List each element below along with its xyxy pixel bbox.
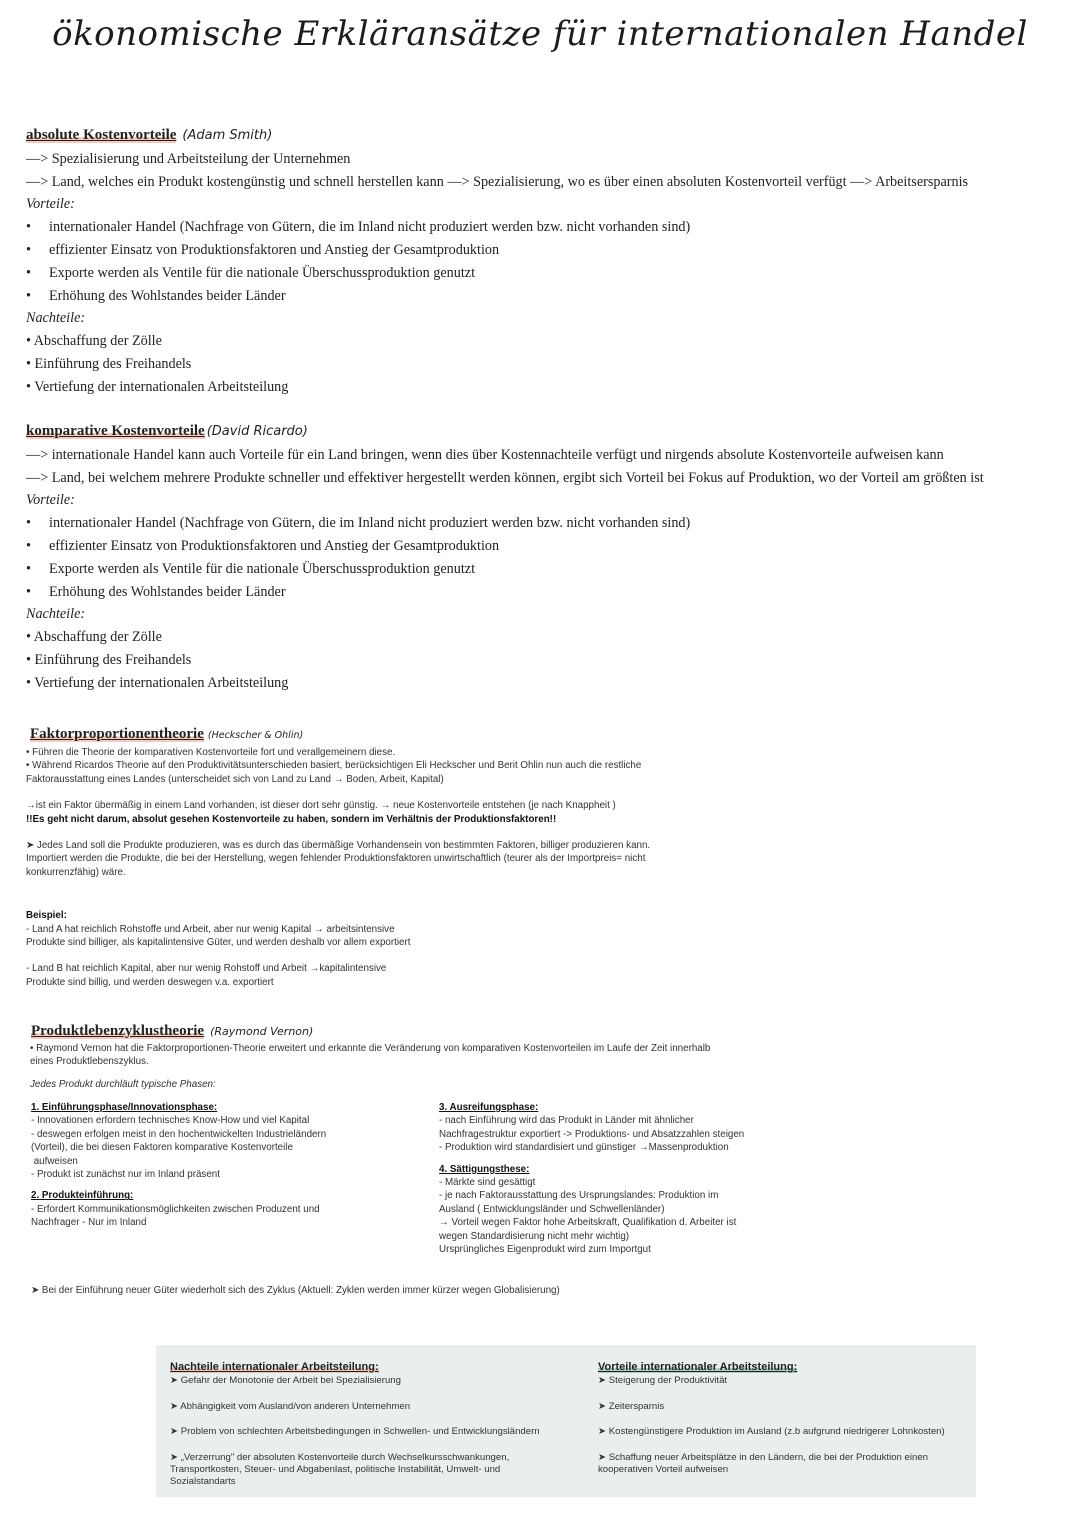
text-line: • Raymond Vernon hat die Faktorproportionen-Theorie erweitert und erkannte die Veränderung von komparativen Kostenvorteilen im Laufe der Zeit innerhalb bbox=[30, 1043, 711, 1054]
text-line: (Vorteil), die bei diesen Faktoren komparative Kostenvorteile bbox=[31, 1142, 293, 1154]
list-item: • Vertiefung der internationalen Arbeitsteilung bbox=[26, 378, 289, 395]
list-item: Sozialstandarts bbox=[170, 1476, 236, 1488]
text-line: —> Spezialisierung und Arbeitsteilung der Unternehmen bbox=[26, 150, 351, 167]
list-item: • Exporte werden als Ventile für die nationale Überschussproduktion genutzt bbox=[26, 264, 476, 281]
list-item: ➤ Problem von schlechten Arbeitsbedingungen in Schwellen- und Entwicklungsländern bbox=[170, 1426, 540, 1438]
beispiel-label: Beispiel: bbox=[26, 910, 67, 922]
text-line: - Produktion wird standardisiert und günstiger →Massenproduktion bbox=[439, 1142, 729, 1154]
section-author: (Raymond Vernon) bbox=[210, 1025, 314, 1038]
text-line: - deswegen erfolgen meist in den hochentwickelten Industrieländern bbox=[31, 1128, 327, 1140]
text-line: Nachfragestruktur exportiert -> Produktions- und Absatzzahlen steigen bbox=[439, 1128, 745, 1140]
text-line: Jedes Produkt durchläuft typische Phasen: bbox=[30, 1078, 216, 1090]
section-author: (Adam Smith) bbox=[182, 128, 273, 143]
section-produkt bbox=[26, 1021, 1066, 1091]
nachteile-label: Nachteile: bbox=[26, 606, 86, 623]
list-item: • internationaler Handel (Nachfrage von Gütern, die im Inland nicht produziert werden bzw. nicht vorhanden sind) bbox=[26, 219, 691, 236]
vorteile-column bbox=[598, 1361, 970, 1476]
text-line: aufweisen bbox=[31, 1155, 78, 1167]
text-line: Ausland ( Entwicklungsländer und Schwellenländer) bbox=[439, 1203, 665, 1215]
text-line: Ursprüngliches Eigenprodukt wird zum Importgut bbox=[439, 1244, 651, 1256]
text-line: Nachfrager - Nur im Inland bbox=[31, 1217, 147, 1229]
cycle-note: ➤ Bei der Einführung neuer Güter wiederholt sich des Zyklus (Aktuell: Zyklen werden immer kürzer wegen Globalisierung) bbox=[31, 1285, 560, 1296]
list-item: • Vertiefung der internationalen Arbeitsteilung bbox=[26, 674, 289, 691]
section-heading-row bbox=[30, 724, 1066, 746]
phase-title: 1. Einführungsphase/Innovationsphase: bbox=[31, 1102, 218, 1113]
summary-box bbox=[156, 1345, 976, 1497]
text-line: - nach Einführung wird das Produkt in Länder mit ähnlicher bbox=[439, 1115, 694, 1127]
text-line: • Führen die Theorie der komparativen Kostenvorteile fort und verallgemeinern diese. bbox=[26, 747, 396, 758]
emphasis-line: !!Es geht nicht darum, absolut gesehen Kostenvorteile zu haben, sondern im Verhältnis der Produktionsfaktoren!! bbox=[26, 813, 557, 825]
list-item: ➤ Abhängigkeit vom Ausland/von anderen Unternehmen bbox=[170, 1400, 411, 1412]
section-absolute bbox=[26, 124, 1066, 399]
list-item: ➤ Zeitersparnis bbox=[598, 1400, 665, 1412]
section-heading: Faktorproportionentheorie bbox=[30, 726, 204, 742]
text-line: ➤ Jedes Land soll die Produkte produzieren, was es durch das übermäßige Vorhandensein von bestimmten Faktoren, billiger produzieren kann. bbox=[26, 840, 651, 852]
list-item: ➤ Gefahr der Monotonie der Arbeit bei Spezialisierung bbox=[170, 1375, 401, 1387]
text-line: - Märkte sind gesättigt bbox=[439, 1177, 536, 1189]
section-author: (David Ricardo) bbox=[206, 424, 308, 439]
vorteile-label: Vorteile: bbox=[26, 196, 75, 213]
list-item: • effizienter Einsatz von Produktionsfaktoren und Anstieg der Gesamtproduktion bbox=[26, 241, 500, 258]
list-item: ➤ Schaffung neuer Arbeitsplätze in den Ländern, die bei der Produktion einen bbox=[598, 1451, 929, 1463]
list-item: • Einführung des Freihandels bbox=[26, 651, 192, 668]
list-item: Transportkosten, Steuer- und Abgabenlast, politische Instabilität, Umwelt- und bbox=[170, 1464, 501, 1476]
nachteile-label: Nachteile: bbox=[26, 310, 86, 327]
text-line: Faktorausstattung eines Landes (unterscheidet sich von Land zu Land → Boden, Arbeit, Kapital) bbox=[26, 773, 444, 785]
section-heading: komparative Kostenvorteile bbox=[26, 423, 205, 439]
text-line: - Erfordert Kommunikationsmöglichkeiten zwischen Produzent und bbox=[31, 1203, 320, 1215]
text-line: - Land A hat reichlich Rohstoffe und Arbeit, aber nur wenig Kapital → arbeitsintensive bbox=[26, 923, 395, 935]
phase-title: 3. Ausreifungsphase: bbox=[439, 1102, 539, 1113]
section-faktor bbox=[26, 724, 1066, 989]
phase-title: 2. Produkteinführung: bbox=[31, 1190, 134, 1202]
text-line: Produkte sind billiger, als kapitalintensive Güter, und werden deshalb vor allem exportiert bbox=[26, 937, 411, 949]
page-title: ökonomische Erkläransätze für internationalen Handel bbox=[52, 14, 1028, 54]
list-item: • Abschaffung der Zölle bbox=[26, 629, 162, 646]
list-item: • Erhöhung des Wohlstandes beider Länder bbox=[26, 583, 286, 600]
text-line: → Vorteil wegen Faktor hohe Arbeitskraft, Qualifikation d. Arbeiter ist bbox=[439, 1217, 737, 1229]
text-line: →ist ein Faktor übermäßig in einem Land vorhanden, ist dieser dort sehr günstig. → neue Kostenvorteile entstehen (je nach Knappheit ) bbox=[26, 800, 616, 812]
list-item: • Abschaffung der Zölle bbox=[26, 333, 162, 350]
vorteile-label: Vorteile: bbox=[26, 492, 75, 509]
list-item: ➤ Kostengünstigere Produktion im Ausland (z.b aufgrund niedrigerer Lohnkosten) bbox=[598, 1426, 945, 1438]
text-line: - Land B hat reichlich Kapital, aber nur wenig Rohstoff und Arbeit →kapitalintensive bbox=[26, 963, 387, 975]
list-item: kooperativen Vorteil aufweisen bbox=[598, 1464, 729, 1476]
section-komparativ bbox=[26, 420, 1066, 695]
text-line: - je nach Faktorausstattung des Ursprungslandes: Produktion im bbox=[439, 1190, 719, 1202]
list-item: ➤ Steigerung der Produktivität bbox=[598, 1375, 728, 1387]
list-item: • effizienter Einsatz von Produktionsfaktoren und Anstieg der Gesamtproduktion bbox=[26, 537, 500, 554]
section-heading: Produktlebenzyklustheorie bbox=[31, 1023, 205, 1039]
phases-right bbox=[439, 1101, 859, 1256]
nachteile-column bbox=[170, 1361, 590, 1489]
text-line: —> Land, bei welchem mehrere Produkte schneller und effektiver hergestellt werden können, ergibt sich Vorteil bei Fokus auf Produktion, wo der Vorteil am größten ist bbox=[26, 469, 984, 486]
vorteile-title: Vorteile internationaler Arbeitsteilung: bbox=[598, 1361, 798, 1373]
text-line: eines Produktlebenszyklus. bbox=[30, 1056, 149, 1068]
text-line: - Produkt ist zunächst nur im Inland präsent bbox=[31, 1169, 220, 1181]
nachteile-title: Nachteile internationaler Arbeitsteilung: bbox=[170, 1361, 379, 1373]
list-item: • Erhöhung des Wohlstandes beider Länder bbox=[26, 287, 286, 304]
section-heading: absolute Kostenvorteile bbox=[26, 127, 177, 143]
text-line: konkurrenzfähig) wäre. bbox=[26, 866, 126, 878]
produkt-intro bbox=[30, 1042, 1066, 1091]
text-line: Importiert werden die Produkte, die bei der Herstellung, wegen fehlender Produktionsfaktoren unwirtschaftlich (teurer als der Importpreis= nicht bbox=[26, 853, 646, 865]
phase-title: 4. Sättigungsthese: bbox=[439, 1163, 530, 1175]
section-heading-row bbox=[26, 124, 1066, 148]
faktor-body bbox=[26, 746, 1066, 989]
text-line: Produkte sind billig, und werden deswegen v.a. exportiert bbox=[26, 976, 274, 988]
text-line: • Während Ricardos Theorie auf den Produktivitätsunterschieden basiert, berücksichtigen Eli Heckscher und Berit Ohlin nun auch die restliche bbox=[26, 760, 642, 772]
section-author: (Heckscher & Ohlin) bbox=[207, 730, 304, 741]
text-line: —> internationale Handel kann auch Vorteile für ein Land bringen, wenn dies über Kostennachteile verfügt und nirgends absolute Kostenvorteile aufweisen kann bbox=[26, 446, 944, 463]
section-heading-row bbox=[31, 1021, 1066, 1042]
section-heading-row bbox=[26, 420, 1066, 444]
phases-left bbox=[31, 1101, 431, 1230]
text-line: wegen Standardisierung nicht mehr wichtig) bbox=[439, 1230, 630, 1242]
list-item: • internationaler Handel (Nachfrage von Gütern, die im Inland nicht produziert werden bzw. nicht vorhanden sind) bbox=[26, 515, 691, 532]
list-item: • Exporte werden als Ventile für die nationale Überschussproduktion genutzt bbox=[26, 560, 476, 577]
text-line: —> Land, welches ein Produkt kostengünstig und schnell herstellen kann —> Spezialisierung, wo es über einen absoluten Kostenvorteil verfügt —> Arbeitsersparnis bbox=[26, 173, 969, 190]
list-item: ➤ „Verzerrung" der absoluten Kostenvorteile durch Wechselkursschwankungen, bbox=[170, 1451, 510, 1463]
text-line: - Innovationen erfordern technisches Know-How und viel Kapital bbox=[31, 1115, 310, 1127]
list-item: • Einführung des Freihandels bbox=[26, 355, 192, 372]
